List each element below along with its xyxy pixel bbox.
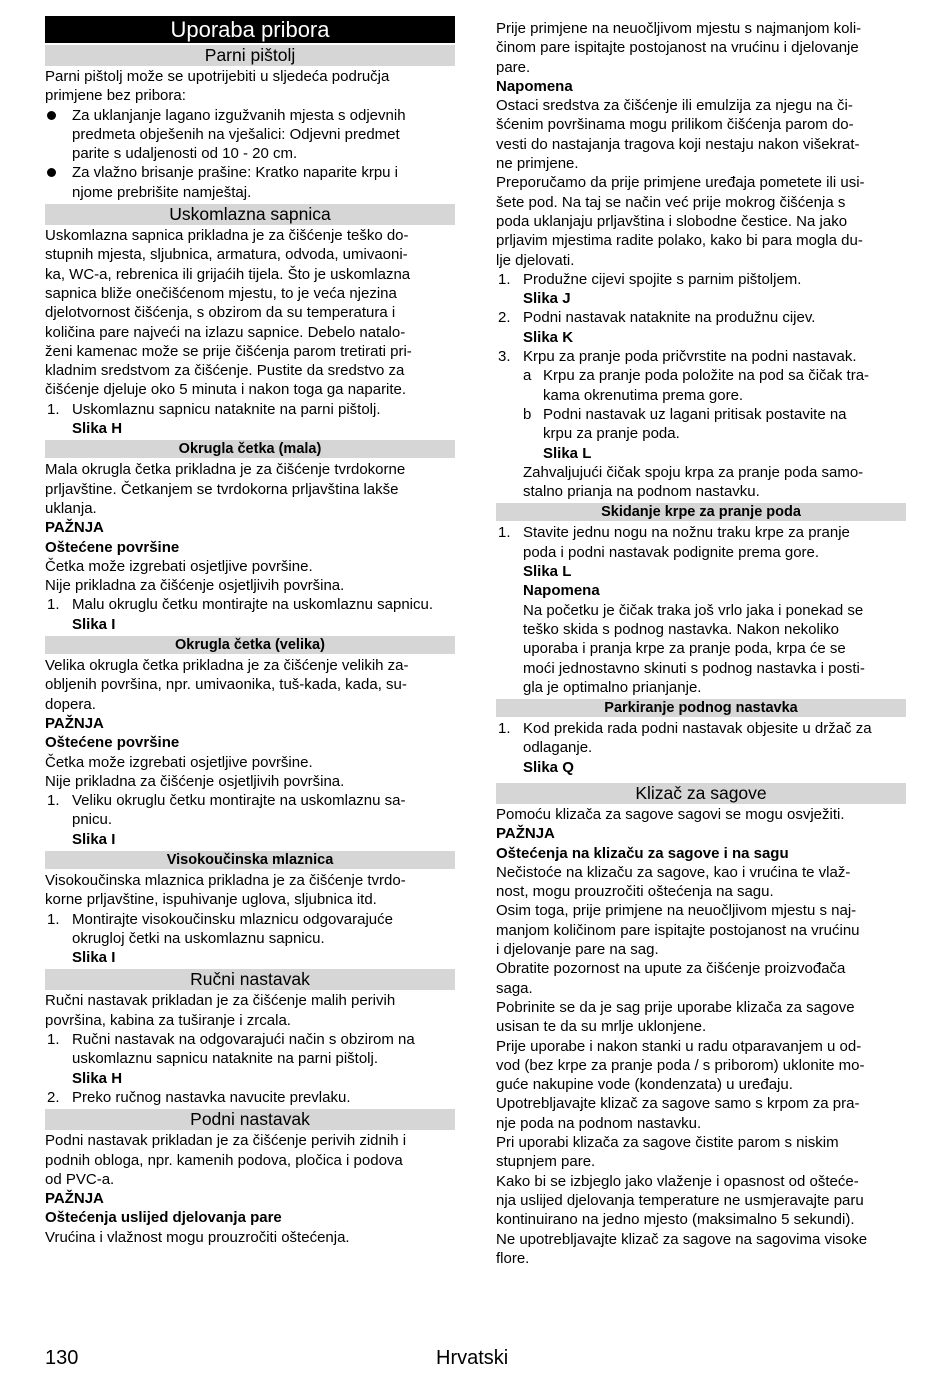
text-line: Nije prikladna za čišćenje osjetljivih površina. [45, 577, 345, 595]
text-line: stupnjem pare. [496, 1153, 596, 1171]
text-line: Četka može izgrebati osjetljive površine. [45, 753, 313, 771]
text-line: prljavim mjestima radite polako, kako bi para mogla du- [496, 232, 863, 250]
warning-label: PAŽNJA [45, 519, 104, 537]
text-line: kladnim sredstvom za čišćenje. Pustite da sredstvo za [45, 362, 405, 380]
warning-title: Oštećenja uslijed djelovanja pare [45, 1209, 282, 1227]
text-line: Zahvaljujući čičak spoju krpa za pranje poda samo- [523, 463, 864, 481]
warning-label: PAŽNJA [45, 1190, 104, 1208]
text-line: Obratite pozornost na upute za čišćenje proizvođača [496, 960, 846, 978]
figure-ref: Slika Q [523, 758, 574, 776]
text-line: gla je optimalno prianjanje. [523, 678, 702, 696]
text-line: prljavštine. Četkanjem se tvrdokorna prljavština lakše [45, 480, 399, 498]
text-line: saga. [496, 979, 533, 997]
text-line: Visokoučinska mlaznica prikladna je za čišćenje tvrdo- [45, 871, 406, 889]
heading-park-nozzle: Parkiranje podnog nastavka [496, 699, 906, 717]
round-brush-large-text [45, 656, 455, 791]
warning-label: PAŽNJA [45, 714, 104, 732]
heading-power-nozzle: Visokoučinska mlaznica [45, 851, 455, 869]
text-line: Mala okrugla četka prikladna je za čišćenje tvrdokorne [45, 461, 406, 479]
text-line: Nije prikladna za čišćenje osjetljivih površina. [45, 772, 345, 790]
power-nozzle-text [45, 871, 455, 910]
text-line: šete pod. Na taj se način već prije mokrog čišćenja s [496, 193, 846, 211]
text-line: uporaba i pranja krpe za pranje poda, krpa će se [523, 640, 846, 658]
text-line: Prije uporabe i nakon stanki u radu otparavanjem u od- [496, 1037, 862, 1055]
step-text: Podni nastavak nataknite na produžnu cijev. [523, 309, 816, 327]
step [45, 595, 455, 634]
text-line: Prije primjene na neuočljivom mjestu s najmanjom koli- [496, 20, 862, 37]
text-line: Preporučamo da prije primjene uređaja pometete ili usi- [496, 174, 865, 192]
text-line: Vrućina i vlažnost mogu prouzročiti oštećenja. [45, 1228, 350, 1246]
text-line: površina, kabina za tuširanje i zrcala. [45, 1011, 291, 1029]
step-number: 1. [498, 270, 511, 288]
figure-ref: Slika L [523, 563, 572, 581]
note-label: Napomena [523, 582, 600, 600]
text-line: čišćenje djeluje oko 5 minuta i nakon toga ga naparite. [45, 381, 407, 399]
substep [496, 366, 906, 405]
step [496, 308, 906, 347]
step-text: Krpu za pranje poda pričvrstite na podni nastavak. [523, 348, 857, 366]
step-text: poda i podni nastavak podignite prema gore. [523, 543, 820, 561]
step-number: 1. [47, 792, 60, 810]
warning-title: Oštećene površine [45, 538, 180, 556]
text-line: Uskomlazna sapnica prikladna je za čišćenje teško do- [45, 227, 409, 245]
step-text: Veliku okruglu četku montirajte na uskomlaznu sa- [72, 792, 406, 810]
step [496, 719, 906, 777]
text-line: Za uklanjanje lagano izgužvanih mjesta s odjevnih [72, 106, 406, 124]
step-text: Produžne cijevi spojite s parnim pištoljem. [523, 270, 802, 288]
text-line: Velika okrugla četka prikladna je za čišćenje velikih za- [45, 657, 409, 675]
heading-round-brush-small: Okrugla četka (mala) [45, 440, 455, 458]
figure-ref: Slika J [523, 290, 571, 308]
figure-ref: Slika H [72, 420, 123, 438]
step-text: krpu za pranje poda. [543, 425, 680, 443]
text-line: sapnica bliže onečišćenom mjestu, to je veća njezina [45, 284, 397, 302]
text-line: guće nakupine vode (kondenzata) u uređaju. [496, 1076, 793, 1094]
left-column [45, 16, 455, 1247]
text-line: stupnih mjesta, sljubnica, armatura, odvoda, umivaoni- [45, 246, 408, 264]
step-text: Stavite jednu nogu na nožnu traku krpe za pranje [523, 524, 850, 542]
heading-carpet-glider: Klizač za sagove [496, 783, 906, 804]
text-line: vod (bez krpe za pranje poda / s priborom) uklonite mo- [496, 1056, 865, 1074]
text-line: njome prebrišite namještaj. [72, 183, 252, 201]
step-text: odlaganje. [523, 739, 593, 757]
bullet-icon [47, 111, 56, 120]
text-line: Ostaci sredstva za čišćenje ili emulzija za njegu na či- [496, 97, 853, 115]
step-number: 1. [47, 1031, 60, 1049]
text-line: podnih obloga, npr. kamenih podova, pločica i podova [45, 1151, 403, 1169]
text-line: nja uslijed djelovanja temperature ne usmjeravajte paru [496, 1191, 864, 1209]
text-line: nje poda na podnom nastavku. [496, 1114, 702, 1132]
heading-steam-gun: Parni pištolj [45, 45, 455, 66]
step-number: 1. [47, 910, 60, 928]
text-line: kontinuirano na jedno mjesto (maksimalno 5 sekundi). [496, 1211, 855, 1229]
text-line: teško skida s podnog nastavka. Nakon nekoliko [523, 620, 840, 638]
step-number: 1. [498, 524, 511, 542]
text-line: Podni nastavak prikladan je za čišćenje perivih zidnih i [45, 1132, 407, 1150]
warning-title: Oštećene površine [45, 734, 180, 752]
heading-remove-cloth: Skidanje krpe za pranje poda [496, 503, 906, 521]
text-line: činom pare ispitajte postojanost na vrućinu i djelovanje [496, 39, 859, 57]
text-line: Pri uporabi klizača za sagove čistite parom s niskim [496, 1134, 839, 1152]
text-line: ženi kamenac može se prije čišćenja parom tretirati pri- [45, 342, 412, 360]
step-number: 2. [498, 309, 511, 327]
step [496, 347, 906, 366]
text-line: usisan te da su mrlje uklonjene. [496, 1018, 707, 1036]
heading-floor-nozzle: Podni nastavak [45, 1109, 455, 1130]
list-item [45, 163, 455, 202]
step-number: 1. [498, 720, 511, 738]
floor-nozzle-text [45, 1131, 455, 1247]
step [45, 1088, 455, 1107]
step [45, 400, 455, 439]
text-line: korne prljavštine, ispuhivanje uglova, sljubnica itd. [45, 891, 377, 909]
footer-language: Hrvatski [436, 1347, 509, 1369]
text-line: moći jednostavno skinuti s podnog nastavka i posti- [523, 659, 865, 677]
text-line: primjene bez pribora: [45, 87, 186, 105]
text-line: poda uklanjaju prljavština i slobodne čestice. Na jako [496, 212, 848, 230]
step-text: Preko ručnog nastavka navucite prevlaku. [72, 1088, 351, 1106]
text-line: Parni pištolj može se upotrijebiti u sljedeća područja [45, 68, 390, 85]
step-text: Krpu za pranje poda položite na pod sa čičak tra- [543, 367, 870, 385]
text-line: vesti do nastajanja tragova koji nestaju nakon višekrat- [496, 135, 860, 153]
text-line: Pomoću klizača za sagove sagovi se mogu osvježiti. [496, 805, 845, 823]
text-line: Ručni nastavak prikladan je za čišćenje malih perivih [45, 992, 396, 1010]
text-line: Četka može izgrebati osjetljive površine. [45, 557, 313, 575]
step-text: pnicu. [72, 811, 113, 829]
step-text: kama okrenutima prema gore. [543, 386, 744, 404]
text-line: pare. [496, 58, 531, 76]
step [496, 270, 906, 309]
step [45, 1030, 455, 1088]
figure-ref: Slika L [543, 444, 592, 462]
heading-detail-nozzle: Uskomlazna sapnica [45, 204, 455, 225]
text-line: stalno prianja na podnom nastavku. [523, 483, 760, 501]
text-line: Osim toga, prije primjene na neuočljivom mjestu s naj- [496, 902, 857, 920]
text-line: Pobrinite se da je sag prije uporabe klizača za sagove [496, 998, 855, 1016]
text-line: Nečistoće na klizaču za sagove, kao i vrućina te vlaž- [496, 863, 851, 881]
text-line: Na početku je čičak traka još vrlo jaka i ponekad se [523, 601, 864, 619]
step-text: Malu okruglu četku montirajte na uskomlaznu sapnicu. [72, 596, 434, 614]
step-text: okrugloj četki na uskomlaznu sapnicu. [72, 929, 325, 947]
step-number: 1. [47, 596, 60, 614]
list-item [45, 106, 455, 164]
steam-gun-intro [45, 67, 455, 106]
text-line: nost, mogu prouzročiti oštećenja na sagu. [496, 883, 774, 901]
text-line: ne primjene. [496, 155, 579, 173]
step-text: Montirajte visokoučinsku mlaznicu odgovarajuće [72, 910, 393, 928]
text-line: manjom količinom pare ispitajte postojanost na vrućinu [496, 921, 860, 939]
note-label: Napomena [496, 77, 573, 95]
detail-nozzle-text [45, 226, 455, 400]
step-text: uskomlaznu sapnicu nataknite na parni pištolj. [72, 1050, 379, 1068]
warning-title: Oštećenja na klizaču za sagove i na sagu [496, 844, 789, 862]
substep [496, 405, 906, 463]
figure-ref: Slika H [72, 1069, 123, 1087]
text-line: lje djelovati. [496, 251, 575, 269]
hand-nozzle-text [45, 991, 455, 1030]
heading-hand-nozzle: Ručni nastavak [45, 969, 455, 990]
text-line: parite s udaljenosti od 10 - 20 cm. [72, 145, 298, 163]
text-line: Ne upotrebljavajte klizač za sagove na sagovima visoke [496, 1230, 868, 1248]
text-line: predmeta obješenih na vješalici: Odjevni predmet [72, 125, 400, 143]
step-text: Kod prekida rada podni nastavak objesite u držač za [523, 720, 872, 738]
text-line: dopera. [45, 695, 96, 713]
text-line: ka, WC-a, rebrenica ili grijaćih tijela. Što je uskomlazna [45, 265, 411, 283]
step-text: Podni nastavak uz lagani pritisak postavite na [543, 405, 847, 423]
text-line: flore. [496, 1249, 530, 1267]
step [45, 910, 455, 968]
text-line: količina pare najveći na izlazu sapnice. Debelo natalo- [45, 323, 406, 341]
text-line: Upotrebljavajte klizač za sagove samo s krpom za pra- [496, 1095, 860, 1113]
right-column [496, 19, 906, 1268]
figure-ref: Slika I [72, 830, 116, 848]
velcro-note [496, 463, 906, 502]
text-line: obljenih površina, npr. umivaonika, tuš-kada, kada, su- [45, 676, 407, 694]
text-line: i djelovanje pare na sag. [496, 941, 659, 959]
figure-ref: Slika I [72, 949, 116, 967]
substep-letter: b [523, 405, 532, 423]
text-line: Za vlažno brisanje prašine: Kratko naparite krpu i [72, 164, 399, 182]
step-number: 1. [47, 400, 60, 418]
step-text: Ručni nastavak na odgovarajući način s obzirom na [72, 1031, 415, 1049]
page-number: 130 [45, 1347, 79, 1369]
figure-ref: Slika I [72, 615, 116, 633]
step-number: 3. [498, 348, 511, 366]
text-line: šćenim površinama mogu prilikom čišćenja parom do- [496, 116, 854, 134]
step-text: Uskomlaznu sapnicu nataknite na parni pištolj. [72, 400, 381, 418]
heading-round-brush-large: Okrugla četka (velika) [45, 636, 455, 654]
figure-ref: Slika K [523, 328, 574, 346]
round-brush-small-text [45, 460, 455, 595]
page-title: Uporaba pribora [45, 16, 455, 43]
text-line: Kako bi se izbjeglo jako vlaženje i opasnost od ošteće- [496, 1172, 859, 1190]
text-line: uklanja. [45, 499, 97, 517]
text-line: od PVC-a. [45, 1170, 115, 1188]
floor-nozzle-continued [496, 19, 906, 270]
text-line: djelotvornost čišćenja, s obzirom da su temperatura i [45, 304, 396, 322]
warning-label: PAŽNJA [496, 825, 555, 843]
step [45, 791, 455, 849]
step [496, 523, 906, 697]
bullet-icon [47, 168, 56, 177]
substep-letter: a [523, 367, 532, 385]
step-number: 2. [47, 1088, 60, 1106]
carpet-glider-text [496, 805, 906, 1268]
